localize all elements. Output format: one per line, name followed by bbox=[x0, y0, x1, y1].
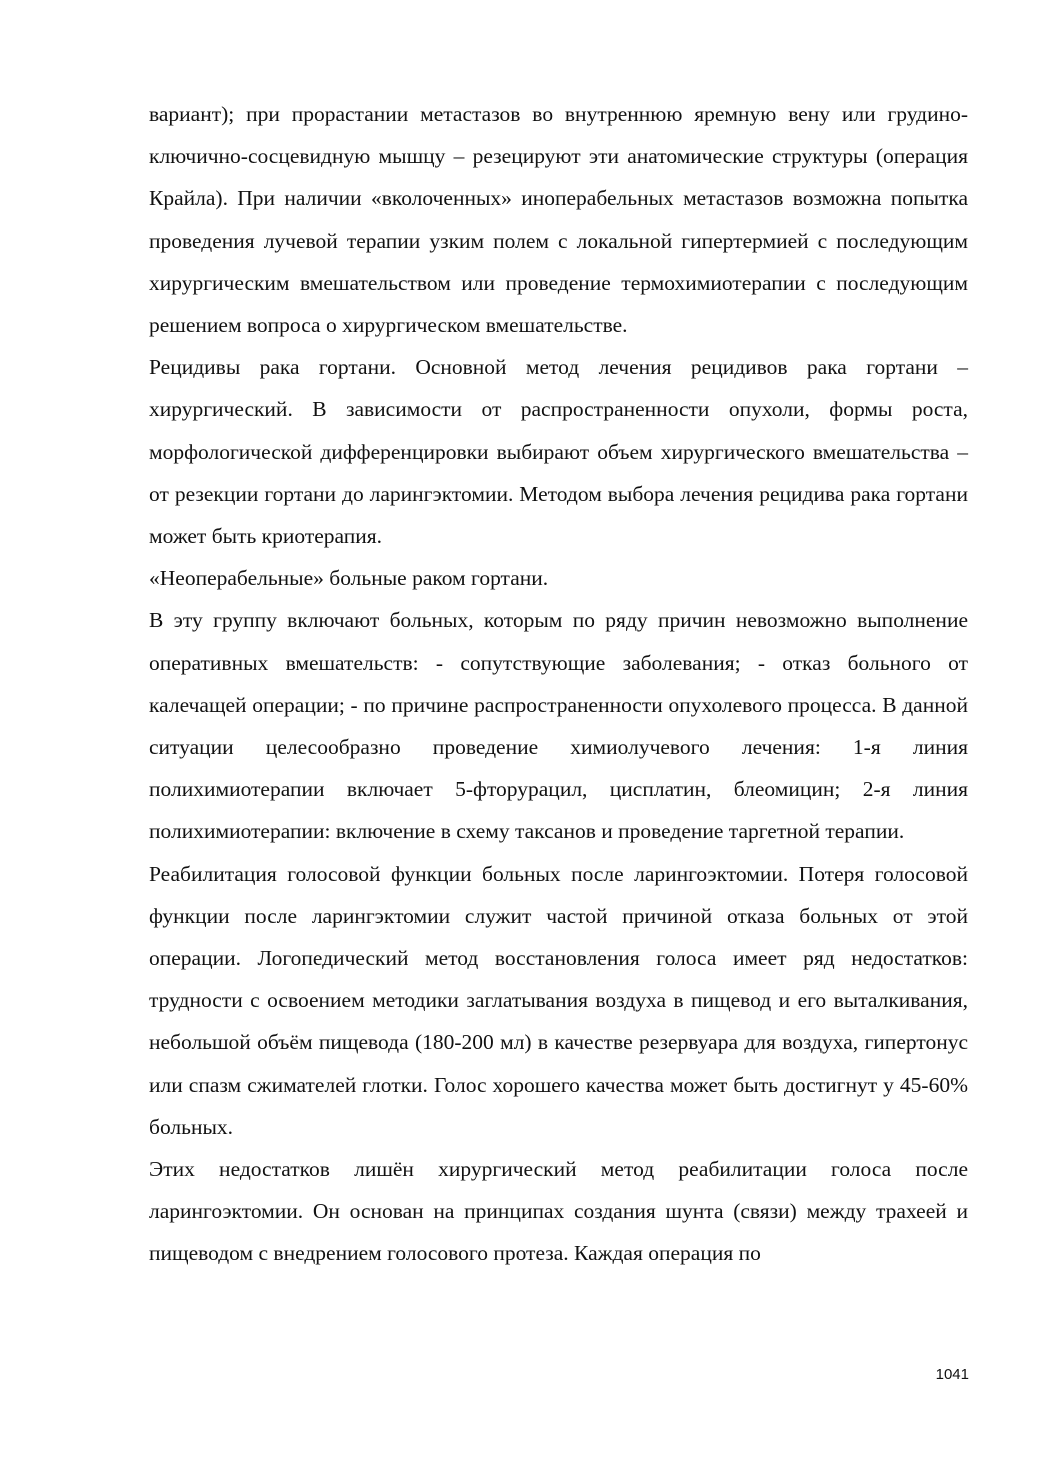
paragraph: Рецидивы рака гортани. Основной метод лечения рецидивов рака гортани – хирургический. В зависимости от распространенности опухоли, формы роста, морфологической дифференцировки выбирают объем хирургического вмешательства – от резекции гортани до ларингэктомии. Методом выбора лечения рецидива рака гортани может быть криотерапия. bbox=[149, 355, 968, 549]
paragraph: «Неоперабельные» больные раком гортани. bbox=[149, 566, 549, 591]
paragraph: Этих недостатков лишён хирургический метод реабилитации голоса после ларингоэктомии. Он основан на принципах создания шунта (связи) между трахеей и пищеводом с внедрением голосового протеза. Каждая операция по bbox=[149, 1157, 968, 1266]
paragraph: В эту группу включают больных, которым по ряду причин невозможно выполнение оперативных вмешательств: - сопутствующие заболевания; - отказ больного от калечащей операции; - по причине распространенности опухолевого процесса. В данной ситуации целесообразно проведение химиолучевого лечения: 1-я линия полихимиотерапии включает 5-фторурацил, цисплатин, блеомицин; 2-я линия полихимиотерапии: включение в схему таксанов и проведение таргетной терапии. bbox=[149, 608, 968, 844]
paragraph: Реабилитация голосовой функции больных после ларингоэктомии. Потеря голосовой функции после ларингэктомии служит частой причиной отказа больных от этой операции. Логопедический метод восстановления голоса имеет ряд недостатков: трудности с освоением методики заглатывания воздуха в пищевод и его выталкивания, небольшой объём пищевода (180-200 мл) в качестве резервуара для воздуха, гипертонус или спазм сжимателей глотки. Голос хорошего качества может быть достигнут у 45-60% больных. bbox=[149, 861, 968, 1139]
document-body bbox=[149, 93, 968, 1275]
page-number: 1041 bbox=[935, 1366, 969, 1383]
paragraph: вариант); при прорастании метастазов во внутреннюю яремную вену или грудино-ключично-сосцевидную мышцу – резецируют эти анатомические структуры (операция Крайла). При наличии «вколоченных» иноперабельных метастазов возможна попытка проведения лучевой терапии узким полем с локальной гипертермией с последующим хирургическим вмешательством или проведение термохимиотерапии с последующим решением вопроса о хирургическом вмешательстве. bbox=[149, 102, 968, 338]
